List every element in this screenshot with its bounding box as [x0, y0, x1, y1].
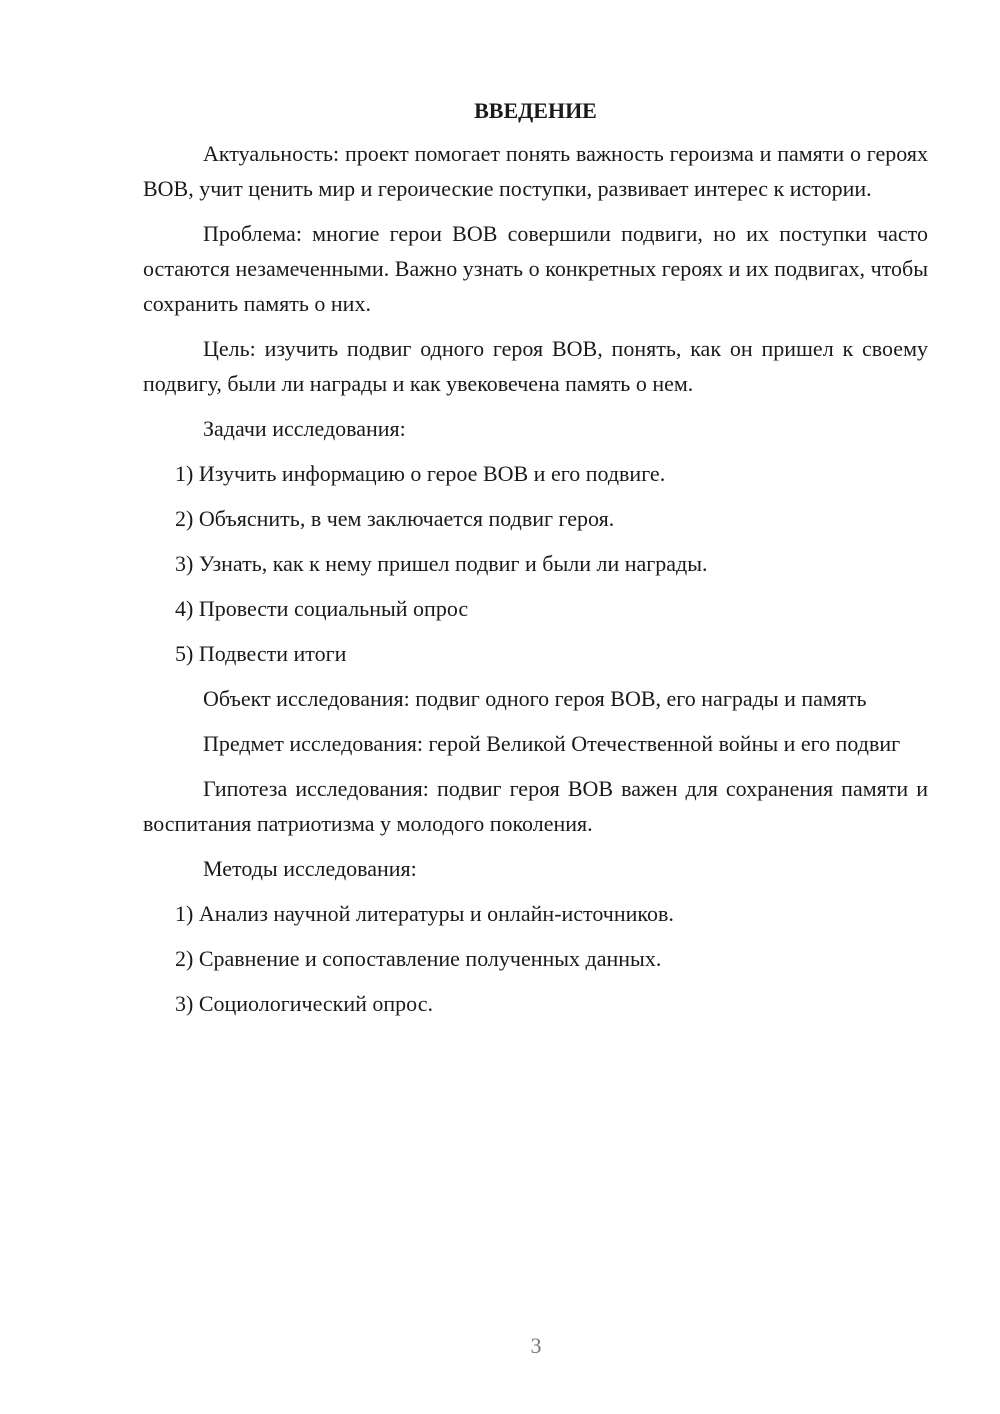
- object-paragraph: Объект исследования: подвиг одного героя ВОВ, его награды и память: [203, 686, 867, 711]
- section-title: ВВЕДЕНИЕ: [474, 98, 597, 123]
- methods-heading: Методы исследования:: [203, 856, 417, 881]
- document-body: [143, 96, 928, 1031]
- list-item: 1) Изучить информацию о герое ВОВ и его подвиге.: [175, 461, 666, 486]
- list-item: 4) Провести социальный опрос: [175, 596, 469, 621]
- list-item: 1) Анализ научной литературы и онлайн-источников.: [175, 901, 674, 926]
- list-item: 3) Социологический опрос.: [175, 991, 433, 1016]
- problem-paragraph: Проблема: многие герои ВОВ совершили подвиги, но их поступки часто остаются незамеченными. Важно узнать о конкретных героях и их подвигах, чтобы сохранить память о них.: [143, 221, 928, 316]
- subject-paragraph: Предмет исследования: герой Великой Отечественной войны и его подвиг: [203, 731, 901, 756]
- list-item: 5) Подвести итоги: [175, 641, 347, 666]
- list-item: 2) Сравнение и сопоставление полученных данных.: [175, 946, 662, 971]
- page-number: 3: [530, 1333, 542, 1358]
- methods-list: [143, 896, 928, 1021]
- relevance-paragraph: Актуальность: проект помогает понять важность героизма и памяти о героях ВОВ, учит ценить мир и героические поступки, развивает интерес к истории.: [143, 141, 928, 201]
- goal-paragraph: Цель: изучить подвиг одного героя ВОВ, понять, как он пришел к своему подвигу, были ли награды и как увековечена память о нем.: [143, 336, 928, 396]
- hypothesis-paragraph: Гипотеза исследования: подвиг героя ВОВ важен для сохранения памяти и воспитания патриотизма у молодого поколения.: [143, 776, 928, 836]
- tasks-list: [143, 456, 928, 671]
- list-item: 2) Объяснить, в чем заключается подвиг героя.: [175, 506, 615, 531]
- tasks-heading: Задачи исследования:: [203, 416, 406, 441]
- list-item: 3) Узнать, как к нему пришел подвиг и были ли награды.: [175, 551, 708, 576]
